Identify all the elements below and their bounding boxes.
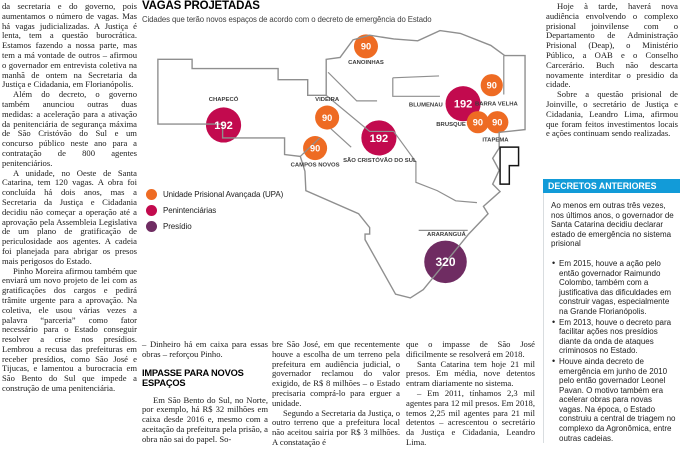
santa-catarina-map xyxy=(140,26,542,346)
paragraph: bre São José, em que recentemente houve a escolha de um terreno pela prefeitura em audiência judicial, o governador reclamou do valor exigido, de R$ 8 milhões – o Estado precisaria comprá-lo para erguer a unidade. xyxy=(272,339,400,408)
legend-item xyxy=(146,189,283,200)
decree-item: • Em 2013, houve o decreto para facilitar ações nos presídios diante da onda de ataques criminosos no Estado. xyxy=(551,318,677,356)
legend-label: Unidade Prisional Avançada (UPA) xyxy=(163,190,284,199)
city-label: BLUMENAU xyxy=(408,102,443,109)
quote-paragraph: – Dinheiro há em caixa para essas obras – reforçou Pinho. xyxy=(142,339,268,359)
paragraph: Hoje à tarde, haverá nova audiência envolvendo o complexo prisional joinvilense com o Departamento de Administração Prisional (Deap), o Ministério Público, a OAB e o Conselho Carcerário. Buch não descarta novamente interditar o presidio da cidade. xyxy=(546,1,678,90)
bottom-column-2 xyxy=(272,340,400,448)
internal-borders xyxy=(300,56,503,231)
legend-dot-icon xyxy=(146,189,157,200)
legend-dot-icon xyxy=(146,221,157,232)
paragraph: Sobre a questão prisional de Joinville, o secretário de Justiça e Cidadania, Leandro Lima, afirmou que foram feitos investimentos locais e ações continuam sendo realizadas. xyxy=(546,89,678,139)
map-legend xyxy=(146,189,283,237)
city-value: 192 xyxy=(453,98,473,111)
previous-decrees-box xyxy=(543,179,680,467)
infographic-subtitle: Cidades que terão novos espaços de acordo com o decreto de emergência do Estado xyxy=(142,15,432,24)
city-value: 90 xyxy=(360,41,372,52)
city-label: CHAPECÓ xyxy=(208,96,239,103)
city-label: BRUSQUE xyxy=(436,121,466,128)
city-label: SÃO CRISTÓVÃO DO SUL xyxy=(343,157,417,164)
section-heading: IMPASSE PARA NOVOS ESPAÇOS xyxy=(142,367,244,389)
city-value: 320 xyxy=(435,255,456,270)
paragraph: que o impasse de São José dificilmente se resolverá em 2018. xyxy=(406,339,535,359)
legend-label: Presídio xyxy=(163,222,192,231)
city-label: CAMPOS NOVOS xyxy=(290,162,340,169)
city-value: 192 xyxy=(214,119,233,132)
santa-catarina-map-outline xyxy=(158,31,525,298)
decrees-box-title: DECRETOS ANTERIORES xyxy=(543,179,680,193)
city-value: 192 xyxy=(369,132,389,145)
paragraph: A unidade, no Oeste de Santa Catarina, tem 120 vagas. A obra foi concluída há dois anos, mas a Secretaria da Justiça e Cidadania decidiu não começar a operação até a aprovação pela Assembleia Legislativa de um plano de gratificação de periculosidade aos agentes. A cadeia foi planejada para abrigar os presos mais perigosos do Estado. xyxy=(2,167,137,266)
left-article-column xyxy=(2,2,137,394)
decrees-box-body xyxy=(543,193,680,443)
paragraph: Santa Catarina tem hoje 21 mil presos. Em média, nove detentos entram diariamente no sistema. xyxy=(406,358,535,389)
legend-label: Penintenciárias xyxy=(163,206,217,215)
paragraph: Em São Bento do Sul, no Norte, por exemplo, há R$ 32 milhões em caixa desde 2016 e, mesmo com a aceitação da prefeitura pela prisão, a obra não sai do papel. So- xyxy=(142,394,268,444)
legend-item xyxy=(146,221,283,232)
city-value: 90 xyxy=(309,143,321,154)
bottom-column-3 xyxy=(406,340,535,448)
decrees-list xyxy=(551,259,677,443)
city-label: VIDEIRA xyxy=(315,96,340,103)
city-value: 90 xyxy=(486,80,497,91)
paragraph: Segundo a Secretaria da Justiça, o outro terreno que a prefeitura local não aceitou sairia por R$ 3 milhões. A constatação é xyxy=(272,407,400,447)
paragraph: da secretaria e do governo, pois aumentamos o número de vagas. Mas há vagas judicializadas. A Justiça é lenta, tem a questão burocrática. Estamos fazendo a nossa parte, mas tem a má vontade de outros – afirmou o governador em entrevista coletiva na manhã de ontem na Secretaria da Justiça e Cidadania, em Florianópolis. xyxy=(2,1,137,90)
legend-item xyxy=(146,205,283,216)
paragraph: – Em 2011, tínhamos 2,3 mil agentes para 12 mil presos. Em 2018, temos 2,25 mil agentes para 21 mil detentos – acrescentou o secretário da Justiça e Cidadania, Leandro Lima. xyxy=(406,387,535,447)
right-article-column xyxy=(546,2,678,139)
city-label: CANOINHAS xyxy=(348,59,384,66)
infographic-title: VAGAS PROJETADAS xyxy=(142,0,260,12)
decrees-intro: Ao menos em outras três vezes, nos últimos anos, o governador de Santa Catarina decidiu declarar estado de emergência no sistema prisional xyxy=(551,201,674,249)
paragraph: Pinho Moreira afirmou também que enviará um novo projeto de lei com as gratificações dos cargos e pedirá trâmite urgente para a aprovação. Na coletiva, ele usou várias vezes a palavra “parceria” como fator necessário para o Estado conseguir resolver a crise nos presídios. Lembrou a recusa das prefeituras em receber presídios, como São José e Tijucas, e lamentou a burocracia em São Bento do Sul que impede a construção de uma penitenciária. xyxy=(2,265,137,394)
city-value: 90 xyxy=(321,112,333,123)
decree-item: • Houve ainda decreto de emergência em junho de 2010 pelo então governador Leonel Pavan. O motivo também era acelerar obras para novas vagas. Na época, o Estado construiu a central de triagem no complexo da Agronômica, entre outras cadeias. xyxy=(551,357,677,443)
decree-item: • Em 2015, houve a ação pelo então governador Raimundo Colombo, também com a justificativa das dificuldades em construir vagas, especialmente na Grande Florianópolis. xyxy=(551,259,677,317)
paragraph: Além do decreto, o governo também anunciou outras duas medidas: a aceleração para a ativação da penitenciária de segurança máxima de São Cristóvão do Sul e um concurso público neste ano para a contratação de 800 agentes penitenciários. xyxy=(2,89,137,168)
city-label: BARRA VELHA xyxy=(474,101,518,108)
legend-dot-icon xyxy=(146,205,157,216)
bottom-column-1 xyxy=(142,340,268,445)
city-label: ITAPEMA xyxy=(482,137,509,144)
city-value: 90 xyxy=(472,117,484,128)
city-value: 90 xyxy=(492,117,503,128)
florianopolis-island xyxy=(500,147,518,184)
city-label: ARARANGUÁ xyxy=(427,231,466,238)
